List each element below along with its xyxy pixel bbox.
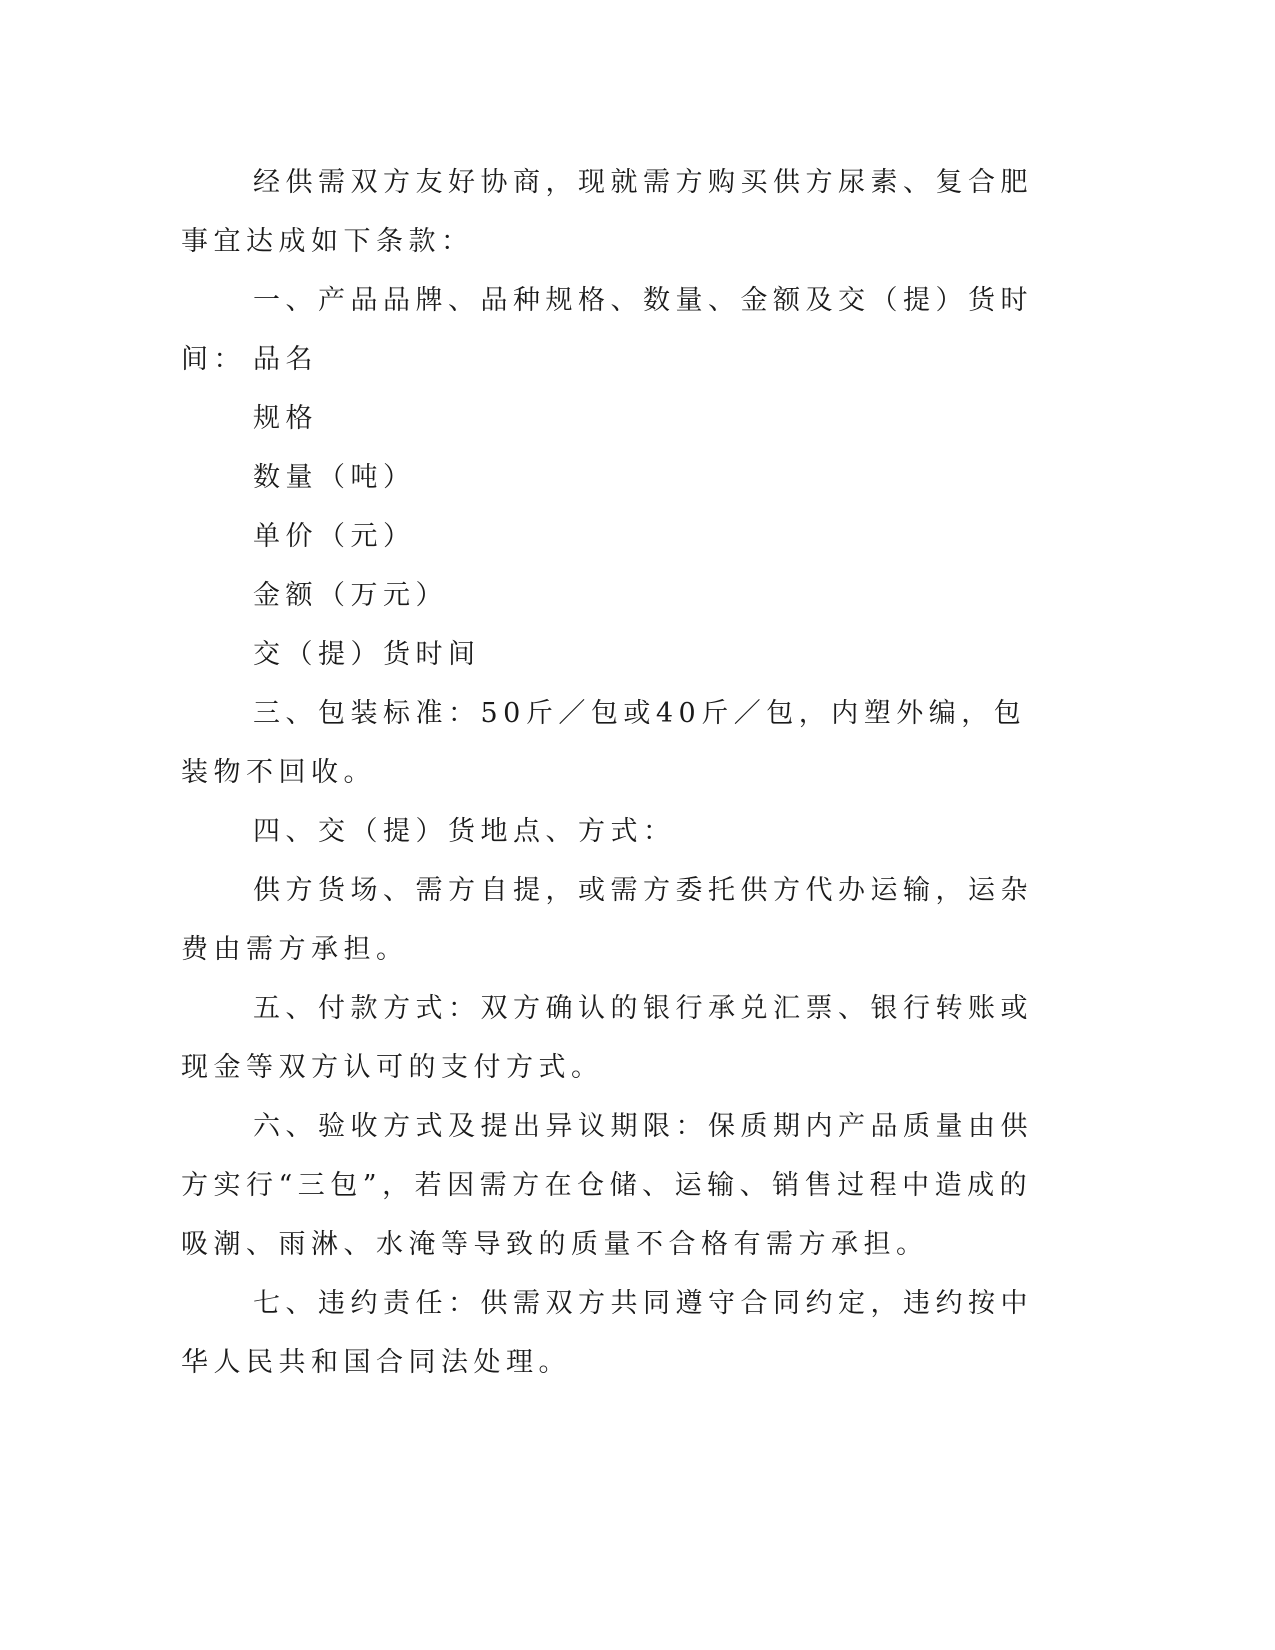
field-delivery-time: 交（提）货时间 (253, 639, 481, 670)
clause-3-packaging: 三、包装标准：50斤／包或40斤／包，内塑外编，包装物不回收。 (181, 698, 1027, 788)
field-unit-price: 单价（元） (253, 521, 416, 552)
clause-4-body: 供方货场、需方自提，或需方委托供方代办运输，运杂费由需方承担。 (181, 875, 1033, 965)
intro-paragraph: 经供需双方友好协商，现就需方购买供方尿素、复合肥事宜达成如下条款： (181, 167, 1033, 257)
clause-5-payment: 五、付款方式：双方确认的银行承兑汇票、银行转账或现金等双方认可的支付方式。 (181, 993, 1033, 1083)
field-quantity: 数量（吨） (253, 462, 416, 493)
clause-4-heading: 四、交（提）货地点、方式： (253, 816, 676, 847)
clause-1-heading: 一、产品品牌、品种规格、数量、金额及交（提）货时间： (181, 285, 1033, 375)
field-amount: 金额（万元） (253, 580, 448, 611)
field-product-name: 品名 (253, 344, 318, 375)
field-specification: 规格 (253, 403, 318, 434)
clause-6-acceptance: 六、验收方式及提出异议期限：保质期内产品质量由供方实行“三包”，若因需方在仓储、运输、销售过程中造成的吸潮、雨淋、水淹等导致的质量不合格有需方承担。 (181, 1111, 1033, 1260)
clause-7-liability: 七、违约责任：供需双方共同遵守合同约定，违约按中华人民共和国合同法处理。 (181, 1288, 1033, 1378)
